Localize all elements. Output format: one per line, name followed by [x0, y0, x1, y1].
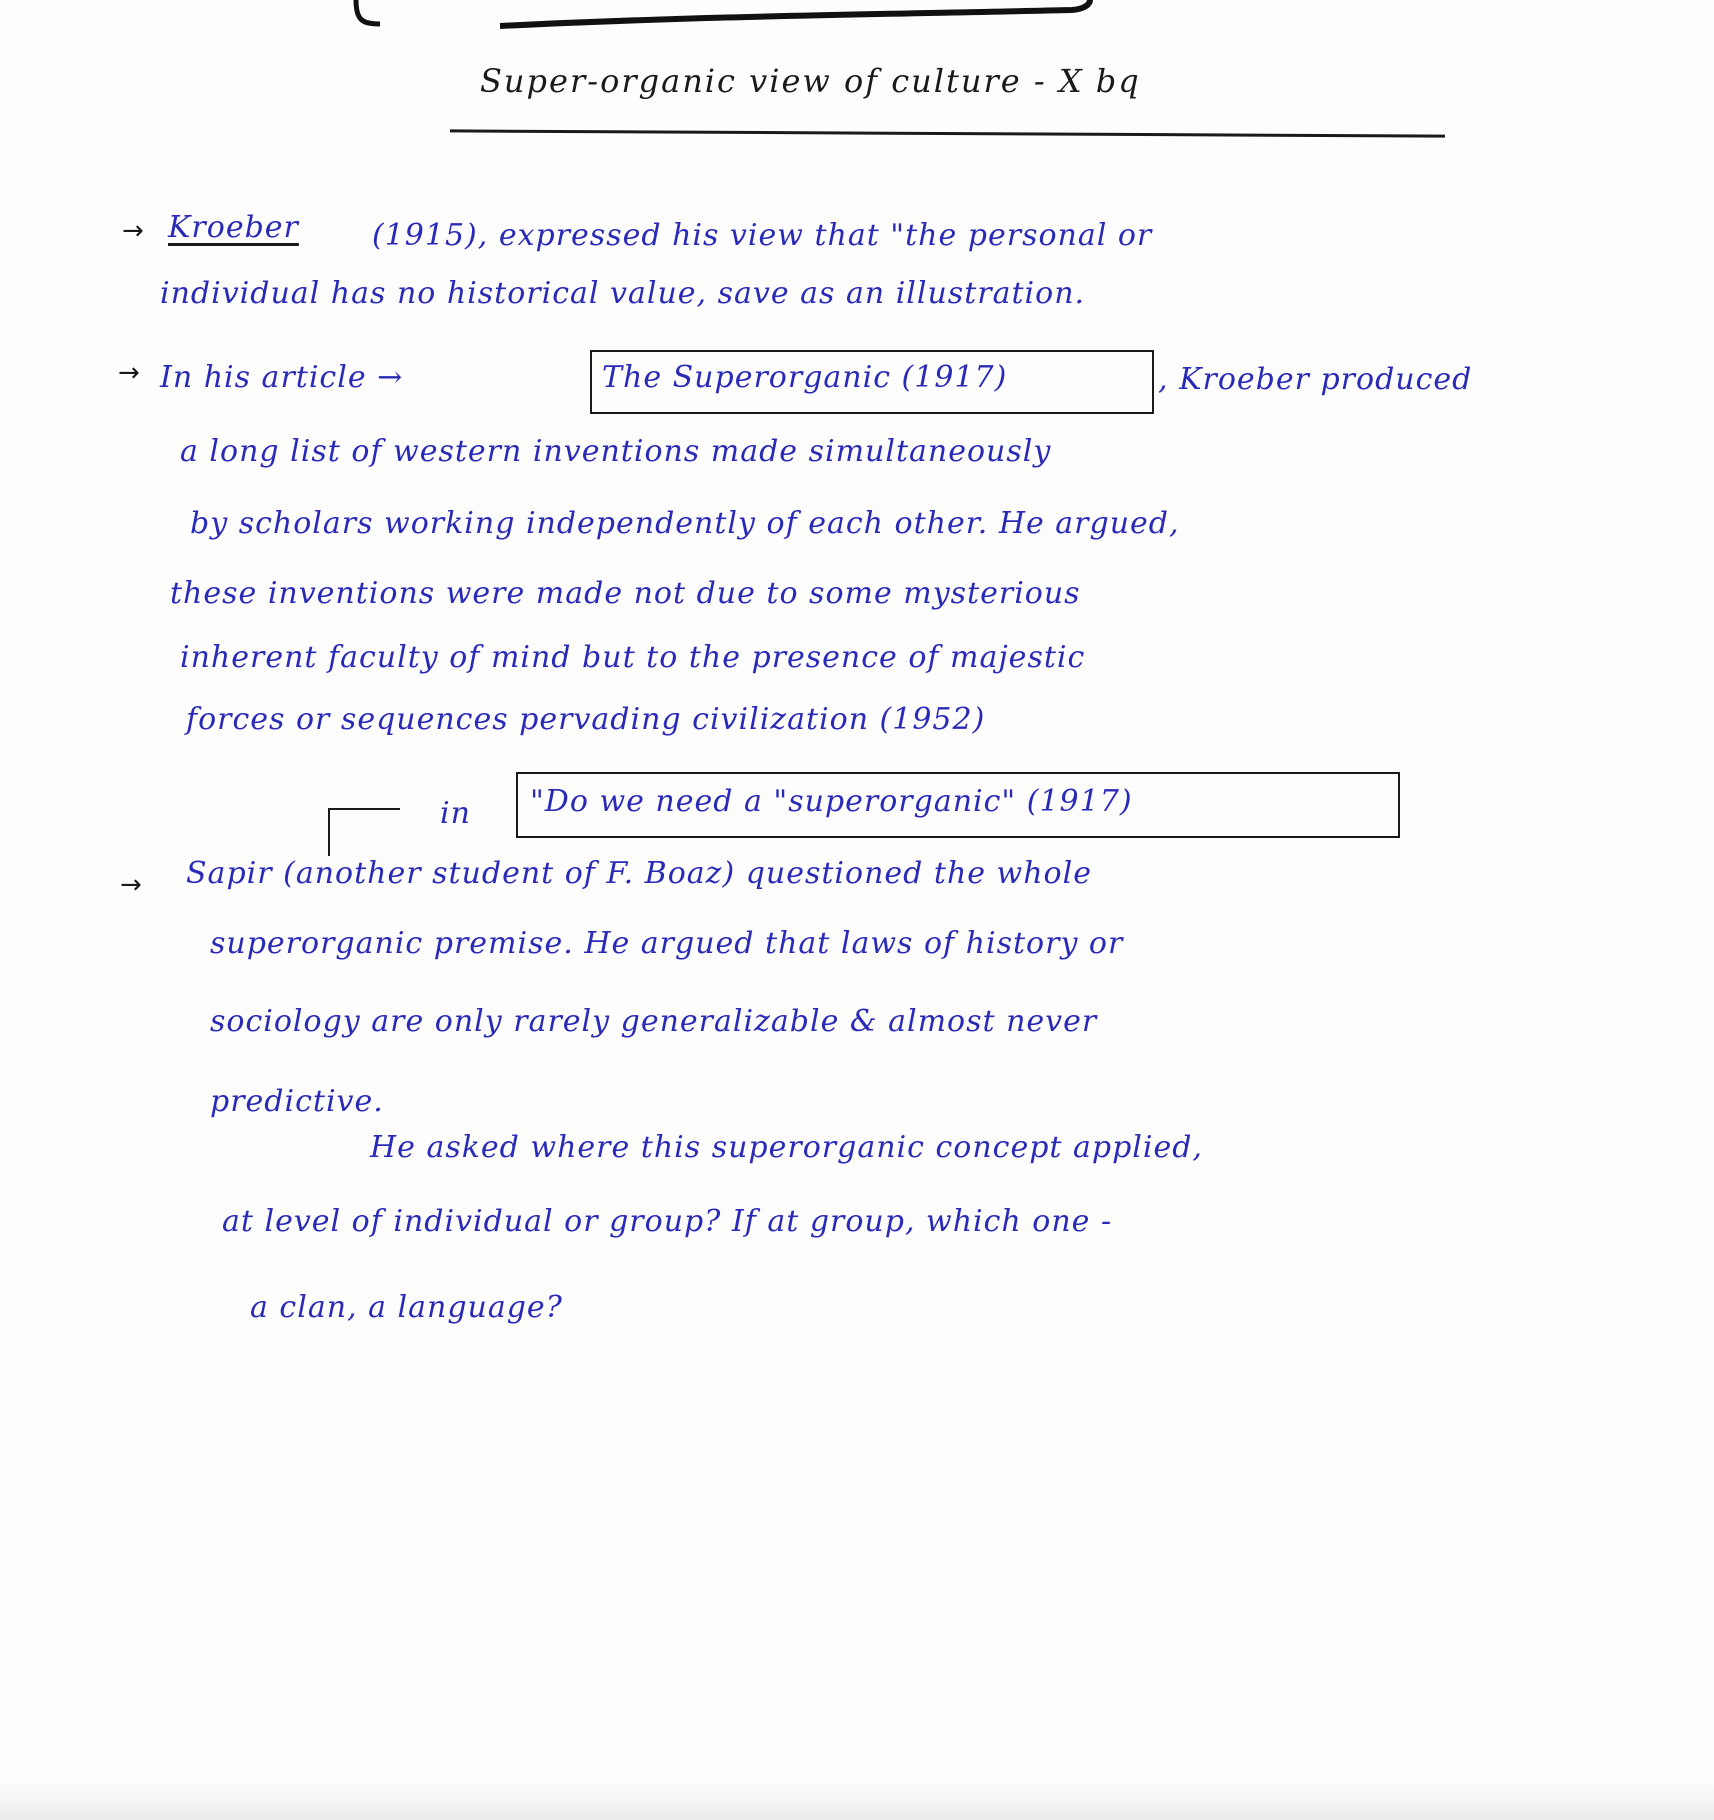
sapir-article-title: "Do we need a "superorganic" (1917)	[530, 784, 1133, 819]
article-line-1: a long list of western inventions made simultaneously	[180, 434, 1052, 469]
article-tail: , Kroeber produced	[1158, 362, 1473, 397]
kroeber-line-1: (1915), expressed his view that "the personal or	[372, 218, 1153, 253]
sapir-line-6: at level of individual or group? If at group, which one -	[222, 1204, 1113, 1239]
page-bottom-shadow	[0, 1780, 1714, 1820]
insertion-in-label: in	[440, 796, 471, 831]
article-title: The Superorganic (1917)	[602, 360, 1008, 395]
binding-ring	[0, 0, 1714, 40]
article-line-2: by scholars working independently of each other. He argued,	[190, 506, 1180, 541]
sapir-line-1: Sapir (another student of F. Boaz) questioned the whole	[186, 856, 1092, 891]
title-underline	[450, 129, 1445, 137]
article-line-4: inherent faculty of mind but to the presence of majestic	[180, 640, 1086, 675]
kroeber-name: Kroeber	[168, 210, 299, 245]
kroeber-line-2: individual has no historical value, save as an illustration.	[160, 276, 1086, 311]
sapir-line-3: sociology are only rarely generalizable & almost never	[210, 1004, 1098, 1039]
sapir-line-4: predictive.	[210, 1084, 384, 1119]
sapir-line-2: superorganic premise. He argued that laws of history or	[210, 926, 1124, 961]
bullet-arrow-icon: →	[118, 358, 140, 388]
sapir-line-5: He asked where this superorganic concept applied,	[370, 1130, 1203, 1165]
article-line-5: forces or sequences pervading civilization (1952)	[186, 702, 986, 737]
page-title: Super-organic view of culture - X bq	[480, 62, 1141, 100]
insertion-bracket	[328, 808, 400, 856]
bullet-arrow-icon: →	[122, 216, 144, 246]
sapir-line-7: a clan, a language?	[250, 1290, 563, 1325]
bullet-arrow-icon: →	[120, 870, 142, 900]
article-lead: In his article →	[160, 360, 404, 395]
article-line-3: these inventions were made not due to some mysterious	[170, 576, 1081, 611]
